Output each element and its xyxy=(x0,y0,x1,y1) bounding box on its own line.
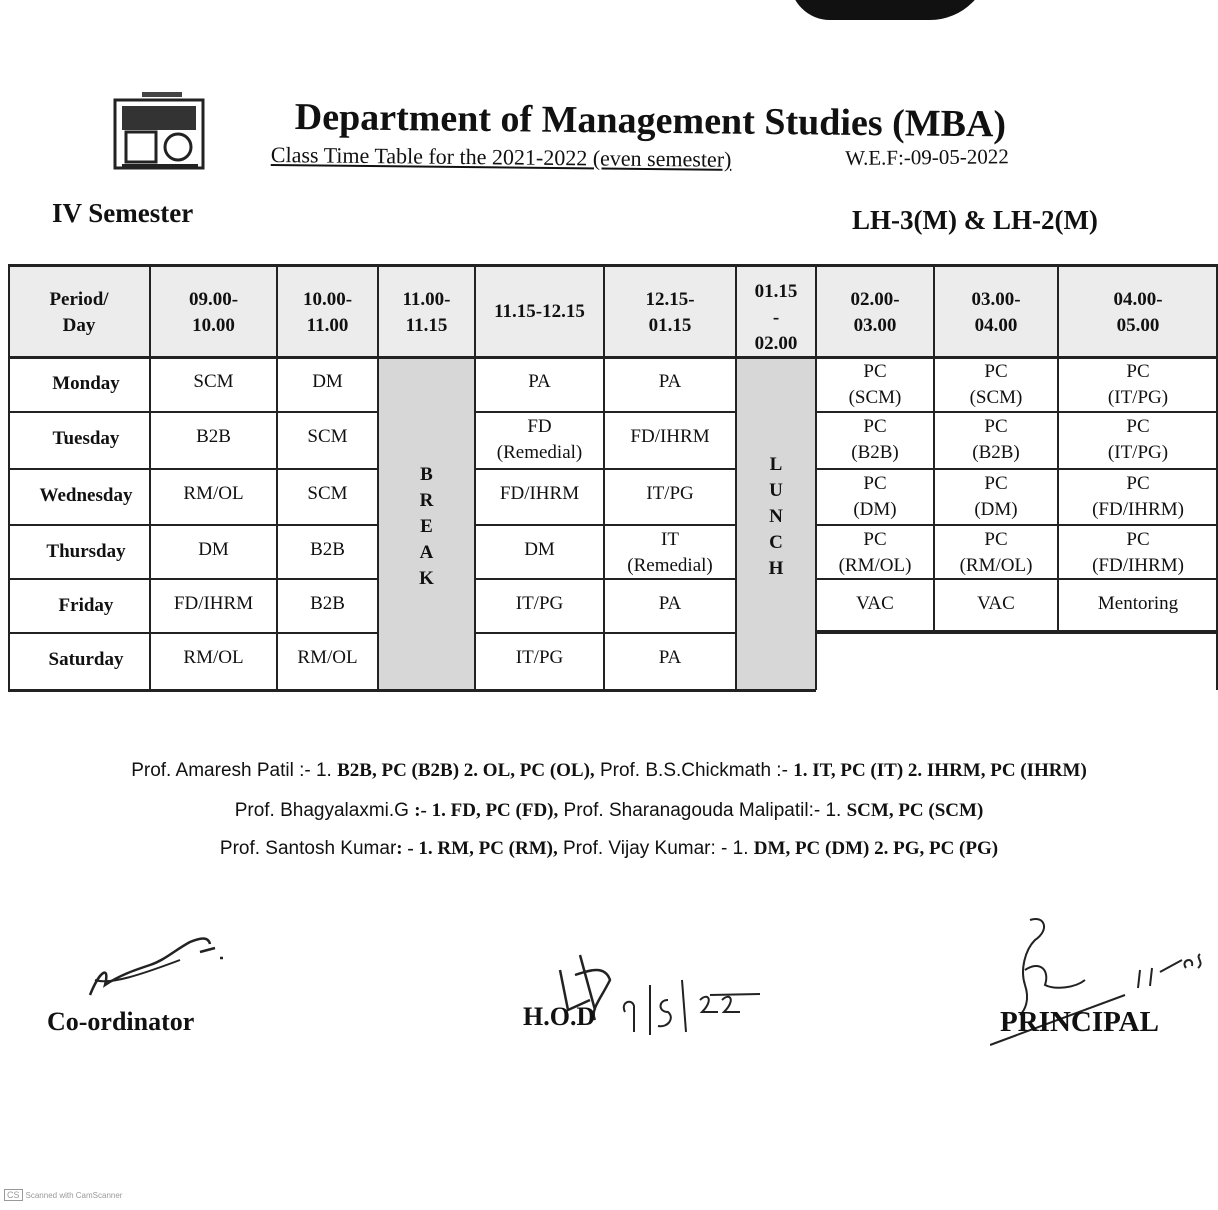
timetable xyxy=(8,265,1218,690)
cell-line: Day xyxy=(62,315,96,336)
timetable-cell: SCM xyxy=(193,371,234,392)
cell-line: 12.15- xyxy=(645,289,695,310)
vertical-letter: N xyxy=(769,506,783,527)
vertical-letter: R xyxy=(419,490,434,511)
grid-line xyxy=(475,524,736,526)
cell-line: (FD/IHRM) xyxy=(1092,499,1184,520)
cell-line: 02.00- xyxy=(850,289,900,310)
principal-label: PRINCIPAL xyxy=(1000,1006,1159,1038)
day-label: Friday xyxy=(58,595,114,616)
grid-line xyxy=(8,468,378,470)
timetable-cell xyxy=(816,579,934,633)
timetable-cell xyxy=(1058,579,1218,633)
cell-line: PC xyxy=(984,529,1008,550)
college-logo xyxy=(112,92,208,172)
timetable-cell xyxy=(604,579,736,633)
timetable-cell: B2B xyxy=(310,539,345,560)
cell-line: Mentoring xyxy=(1097,593,1179,614)
cell-line: 02.00 xyxy=(754,333,798,354)
coordinator-signature xyxy=(80,930,230,1000)
cell-line: PC xyxy=(863,473,887,494)
column-header-period xyxy=(604,265,736,357)
cell-line: (IT/PG) xyxy=(1107,442,1169,463)
faculty-name: Prof. Sharanagouda Malipatil:- 1. xyxy=(558,800,847,821)
column-header-period xyxy=(475,265,604,357)
timetable-cell xyxy=(1058,469,1218,525)
cell-line: DM xyxy=(524,539,555,560)
timetable-cell xyxy=(816,357,934,412)
cell-line: 11.00 xyxy=(306,315,349,336)
hod-label: H.O.D xyxy=(523,1002,596,1031)
grid-line xyxy=(8,264,1218,267)
faculty-subjects: B2B, PC (B2B) 2. OL, PC (OL), xyxy=(337,760,595,781)
vertical-letter: B xyxy=(420,464,433,485)
faculty-subjects: 1. IT, PC (IT) 2. IHRM, PC (IHRM) xyxy=(793,760,1087,781)
effective-date: W.E.F:-09-05-2022 xyxy=(845,144,1009,170)
timetable-cell xyxy=(934,633,1058,690)
scanner-watermark xyxy=(4,1189,122,1201)
faculty-name: Prof. Bhagyalaxmi.G xyxy=(234,800,415,821)
cell-line: (Remedial) xyxy=(627,555,713,576)
grid-line xyxy=(1057,265,1059,633)
cell-line: PC xyxy=(1126,416,1150,437)
timetable-cell xyxy=(604,357,736,412)
cell-line: VAC xyxy=(977,593,1015,614)
timetable-cell xyxy=(475,525,604,579)
cell-line: PC xyxy=(863,361,887,382)
grid-line xyxy=(8,689,816,692)
column-header-period xyxy=(378,265,475,357)
cell-line: 03.00- xyxy=(971,289,1021,310)
faculty-subjects: SCM, PC (SCM) xyxy=(846,800,984,821)
cell-line: PC xyxy=(1126,529,1150,550)
timetable-cell xyxy=(475,633,604,690)
timetable-cell xyxy=(816,412,934,469)
faculty-line-1 xyxy=(0,760,1218,782)
timetable-cell xyxy=(934,357,1058,412)
timetable-cell xyxy=(934,412,1058,469)
timetable-cell xyxy=(934,525,1058,579)
cell-line: (RM/OL) xyxy=(959,555,1033,576)
cell-line: (DM) xyxy=(974,499,1018,520)
timetable-subtitle: Class Time Table for the 2021-2022 (even semester) xyxy=(270,142,732,172)
cell-line: IT xyxy=(661,529,679,550)
day-label: Thursday xyxy=(46,541,126,562)
grid-line xyxy=(475,578,736,580)
column-header-period xyxy=(1058,265,1218,357)
column-header-period xyxy=(150,265,277,357)
cell-line: (SCM) xyxy=(969,387,1023,408)
cell-line: PC xyxy=(984,416,1008,437)
grid-line xyxy=(8,632,378,634)
timetable-cell xyxy=(1058,633,1218,690)
timetable-cell: RM/OL xyxy=(297,647,358,668)
grid-line xyxy=(8,265,10,690)
grid-line xyxy=(8,356,1218,359)
timetable-cell: DM xyxy=(198,539,229,560)
grid-line xyxy=(8,578,378,580)
column-header-period xyxy=(816,265,934,357)
column-header-period xyxy=(934,265,1058,357)
cell-line: PA xyxy=(528,371,551,392)
scanner-text: Scanned with CamScanner xyxy=(25,1191,123,1200)
grid-line xyxy=(276,265,278,690)
grid-line xyxy=(8,411,378,413)
column-header-period xyxy=(277,265,378,357)
faculty-subjects: :- 1. FD, PC (FD), xyxy=(414,800,559,821)
cell-line: (SCM) xyxy=(848,387,902,408)
grid-line xyxy=(816,411,1218,413)
cell-line: PA xyxy=(658,647,682,668)
timetable-cell: SCM xyxy=(307,483,348,504)
cell-line: (RM/OL) xyxy=(838,555,912,576)
timetable-cell: B2B xyxy=(310,593,345,614)
timetable-cell xyxy=(816,525,934,579)
grid-line xyxy=(933,265,935,633)
cell-line: 03.00 xyxy=(853,315,897,336)
grid-line xyxy=(603,265,605,690)
cell-line: 11.15 xyxy=(405,315,448,336)
cell-line: 04.00- xyxy=(1113,289,1163,310)
page-title: Department of Management Studies (MBA) xyxy=(294,95,1007,146)
cell-line: PC xyxy=(984,473,1008,494)
vertical-letter: K xyxy=(419,568,434,589)
cell-line: VAC xyxy=(856,593,894,614)
day-label: Saturday xyxy=(48,649,124,670)
vertical-letter: A xyxy=(419,542,434,563)
cell-line: (Remedial) xyxy=(496,442,583,463)
grid-line xyxy=(377,265,379,690)
cell-line: IT/PG xyxy=(515,647,564,668)
cell-line: PC xyxy=(863,529,887,550)
grid-line xyxy=(735,265,737,690)
lunch-label xyxy=(736,452,816,592)
grid-line xyxy=(8,524,378,526)
cell-line: (FD/IHRM) xyxy=(1092,555,1184,576)
vertical-letter: E xyxy=(420,516,433,537)
timetable-cell xyxy=(934,469,1058,525)
semester-label: IV Semester xyxy=(52,198,194,228)
cell-line: PA xyxy=(658,371,682,392)
scanner-logo-icon: CS xyxy=(4,1189,23,1201)
timetable-cell: FD/IHRM xyxy=(173,593,254,614)
cell-line: (B2B) xyxy=(851,442,899,463)
cell-line: 05.00 xyxy=(1116,315,1160,336)
cell-line: 10.00 xyxy=(192,315,235,336)
column-header-period xyxy=(736,265,816,357)
cell-line: 04.00 xyxy=(974,315,1018,336)
timetable-cell xyxy=(1058,357,1218,412)
timetable-cell xyxy=(604,525,736,579)
grid-line xyxy=(149,265,151,690)
faculty-name: Prof. B.S.Chickmath :- xyxy=(594,760,794,781)
cell-line: (B2B) xyxy=(972,442,1020,463)
coordinator-label: Co-ordinator xyxy=(47,1007,195,1036)
faculty-line-2 xyxy=(0,800,1218,822)
timetable-cell xyxy=(934,579,1058,633)
cell-line: PC xyxy=(863,416,887,437)
timetable-cell xyxy=(604,469,736,525)
timetable-cell xyxy=(475,579,604,633)
grid-line xyxy=(816,578,1218,580)
faculty-name: Prof. Amaresh Patil :- 1. xyxy=(131,760,338,781)
timetable-cell: DM xyxy=(312,371,343,392)
vertical-letter: L xyxy=(769,454,783,475)
timetable-cell: B2B xyxy=(196,426,231,447)
cell-line: 10.00- xyxy=(302,289,353,310)
grid-line xyxy=(816,632,1218,634)
grid-line xyxy=(475,468,736,470)
cell-line: PA xyxy=(658,593,682,614)
timetable-cell xyxy=(816,469,934,525)
grid-line xyxy=(816,468,1218,470)
timetable-cell xyxy=(1058,525,1218,579)
timetable-cell: SCM xyxy=(307,426,348,447)
cell-line: PC xyxy=(1126,473,1150,494)
day-label: Wednesday xyxy=(39,485,133,506)
faculty-subjects: : - 1. RM, PC (RM), xyxy=(396,838,558,859)
faculty-subjects: DM, PC (DM) 2. PG, PC (PG) xyxy=(753,838,999,859)
cell-line: FD/IHRM xyxy=(630,426,710,447)
timetable-cell: RM/OL xyxy=(183,647,244,668)
cell-line: 11.00- xyxy=(402,289,451,310)
timetable-cell: RM/OL xyxy=(183,483,244,504)
grid-line xyxy=(475,411,736,413)
cell-line: 01.15 xyxy=(648,315,692,336)
timetable-cell xyxy=(604,633,736,690)
grid-line xyxy=(816,524,1218,526)
timetable-cell xyxy=(1058,412,1218,469)
timetable-cell xyxy=(475,469,604,525)
faculty-name: Prof. Santosh Kumar xyxy=(219,838,397,859)
cell-line: PC xyxy=(1126,361,1150,382)
cell-line: IT/PG xyxy=(515,593,564,614)
cell-line: FD/IHRM xyxy=(499,483,580,504)
day-label: Monday xyxy=(52,373,120,394)
vertical-letter: U xyxy=(769,480,783,501)
column-header-period-day xyxy=(8,265,150,357)
cell-line: (IT/PG) xyxy=(1107,387,1169,408)
cell-line: Period/ xyxy=(49,289,109,310)
scan-artifact xyxy=(790,0,990,20)
cell-line: - xyxy=(772,307,780,328)
timetable-cell xyxy=(475,412,604,469)
vertical-letter: H xyxy=(768,558,784,579)
cell-line: (DM) xyxy=(853,499,897,520)
vertical-letter: C xyxy=(769,532,783,553)
cell-line: PC xyxy=(984,361,1008,382)
grid-line xyxy=(474,265,476,690)
cell-line: FD xyxy=(527,416,552,437)
break-label xyxy=(378,462,475,602)
timetable-cell xyxy=(816,633,934,690)
faculty-line-3 xyxy=(0,838,1218,860)
cell-line: 01.15 xyxy=(754,281,798,302)
day-label: Tuesday xyxy=(52,428,120,449)
grid-line xyxy=(815,265,817,690)
cell-line: 11.15-12.15 xyxy=(494,301,585,322)
faculty-name: Prof. Vijay Kumar: - 1. xyxy=(557,838,754,859)
cell-line: IT/PG xyxy=(646,483,694,504)
cell-line: 09.00- xyxy=(188,289,239,310)
grid-line xyxy=(475,632,736,634)
lecture-hall-label: LH-3(M) & LH-2(M) xyxy=(852,205,1098,235)
timetable-cell xyxy=(604,412,736,469)
timetable-cell xyxy=(475,357,604,412)
